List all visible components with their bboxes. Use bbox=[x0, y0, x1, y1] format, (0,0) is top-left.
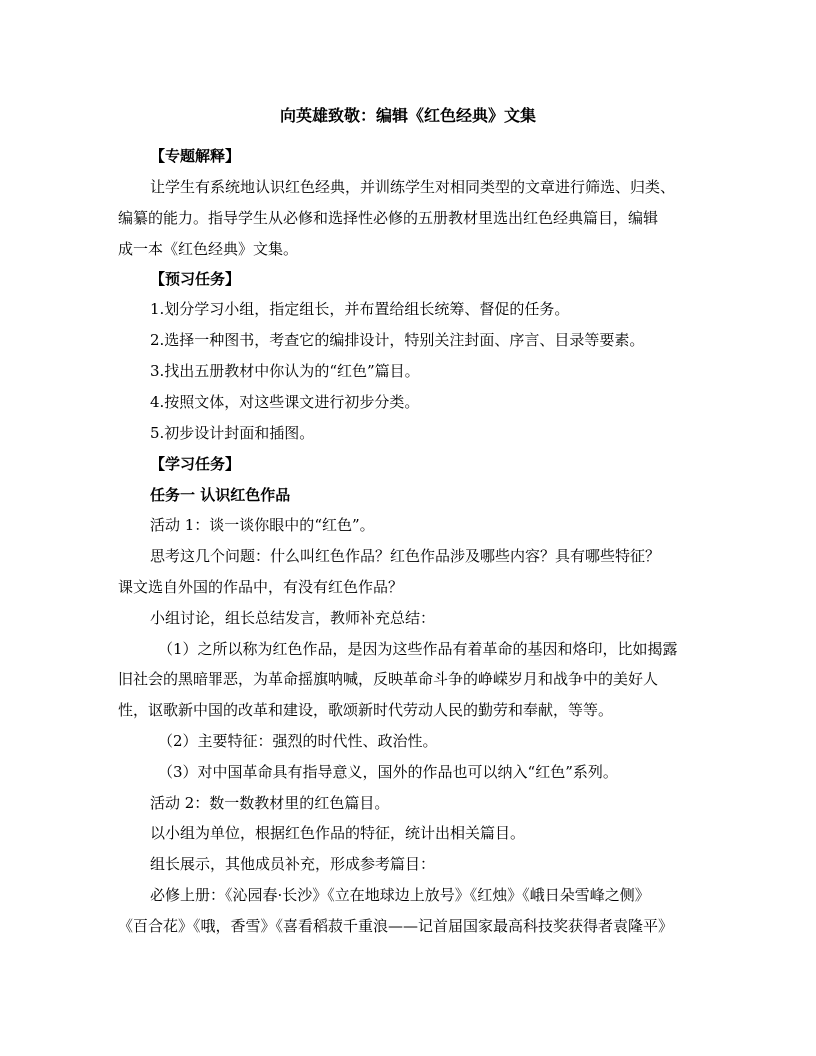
paragraph-line: 思考这几个问题：什么叫红色作品？红色作品涉及哪些内容？具有哪些特征？ bbox=[150, 547, 661, 565]
paragraph-line: （1）之所以称为红色作品，是因为这些作品有着革命的基因和烙印，比如揭露 bbox=[158, 640, 678, 658]
activity-line: 活动 1：谈一谈你眼中的“红色”。 bbox=[150, 516, 375, 534]
paragraph-line: 旧社会的黑暗罪恶，为革命摇旗呐喊，反映革命斗争的峥嵘岁月和战争中的美好人 bbox=[118, 670, 659, 688]
paragraph-line: （3）对中国革命具有指导意义，国外的作品也可以纳入“红色”系列。 bbox=[158, 763, 618, 781]
list-item: 3.找出五册教材中你认为的“红色”篇目。 bbox=[150, 362, 420, 380]
paragraph-line: 编纂的能力。指导学生从必修和选择性必修的五册教材里选出红色经典篇目，编辑 bbox=[118, 209, 659, 227]
paragraph-line: 以小组为单位，根据红色作品的特征，统计出相关篇目。 bbox=[150, 824, 526, 842]
paragraph-line: 课文选自外国的作品中，有没有红色作品？ bbox=[118, 578, 404, 596]
paragraph-line: 性，讴歌新中国的改革和建设，歌颂新时代劳动人民的勤劳和奉献，等等。 bbox=[118, 701, 614, 719]
list-item: 2.选择一种图书，考查它的编排设计，特别关注封面、序言、目录等要素。 bbox=[150, 331, 645, 349]
section-heading-explanation: 【专题解释】 bbox=[150, 147, 241, 165]
activity-line: 活动 2：数一数教材里的红色篇目。 bbox=[150, 794, 390, 812]
paragraph-line: 小组讨论，组长总结发言，教师补充总结： bbox=[150, 609, 436, 627]
paragraph-line: 必修上册：《沁园春·长沙》《立在地球边上放号》《红烛》《峨日朵雪峰之侧》 bbox=[150, 886, 650, 904]
paragraph-line: 让学生有系统地认识红色经典，并训练学生对相同类型的文章进行筛选、归类、 bbox=[150, 178, 676, 196]
list-item: 1.划分学习小组，指定组长，并布置给组长统筹、督促的任务。 bbox=[150, 300, 570, 318]
task-heading: 任务一 认识红色作品 bbox=[150, 486, 291, 504]
paragraph-line: （2）主要特征：强烈的时代性、政治性。 bbox=[158, 732, 438, 750]
paragraph-line: 《百合花》《哦，香雪》《喜看稻菽千重浪——记首届国家最高科技奖获得者袁隆平》 bbox=[118, 917, 674, 935]
paragraph-line: 成一本《红色经典》文集。 bbox=[118, 240, 299, 258]
section-heading-learning: 【学习任务】 bbox=[150, 455, 241, 473]
paragraph-line: 组长展示，其他成员补充，形成参考篇目： bbox=[150, 855, 436, 873]
page-title: 向英雄致敬：编辑《红色经典》文集 bbox=[279, 106, 536, 125]
list-item: 5.初步设计封面和插图。 bbox=[150, 424, 315, 442]
list-item: 4.按照文体，对这些课文进行初步分类。 bbox=[150, 393, 420, 411]
section-heading-preview: 【预习任务】 bbox=[150, 270, 241, 288]
